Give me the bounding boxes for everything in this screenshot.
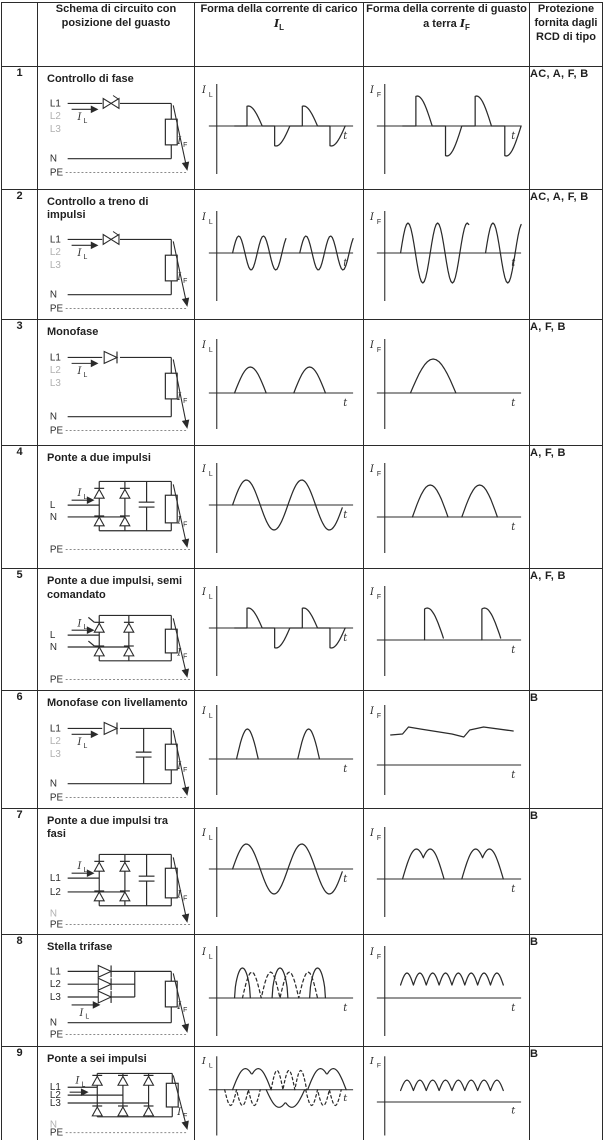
svg-text:F: F [183,520,188,528]
svg-text:L: L [208,1063,213,1071]
header-protection-label: Protezione fornita dagli RCD di tipo [534,3,598,43]
table-row [2,808,603,934]
svg-text:N: N [49,511,58,523]
circuit-title: Ponte a due impulsi [47,452,151,465]
svg-text:L: L [83,371,88,379]
circuit-title: Ponte a due impulsi, semi comandato [47,575,183,601]
svg-text:I: I [77,618,82,630]
svg-text:I: I [177,514,182,526]
svg-text:L3: L3 [49,748,61,760]
load-waveform-plot [197,580,361,680]
circuit-diagram [42,1067,192,1140]
svg-text:L: L [208,346,213,354]
protection-cell: B [530,1046,603,1140]
svg-text:F: F [183,142,188,150]
protection-cell: A, F, B [530,320,603,446]
protection-cell: AC, A, F, B [530,67,603,190]
fault-waveform-plot [365,699,529,799]
svg-text:L3: L3 [49,377,61,389]
svg-text:L: L [83,742,88,750]
protection-cell: B [530,808,603,934]
row-number-cell: 1 [2,67,38,190]
svg-text:I: I [77,112,82,124]
rcd-protection-table [1,2,603,1140]
table-row [2,67,603,190]
svg-text:PE: PE [49,1127,64,1139]
svg-text:L: L [49,499,56,511]
svg-text:t: t [343,397,348,409]
load-waveform-plot [197,940,361,1040]
svg-text:L2: L2 [49,364,61,376]
svg-text:N: N [49,290,58,302]
svg-text:L: L [49,629,56,641]
svg-text:I: I [177,760,182,772]
svg-text:F: F [376,954,381,962]
svg-text:F: F [376,91,381,100]
svg-text:t: t [510,1106,515,1117]
circuit-diagram [42,842,192,934]
table-row [2,691,603,808]
fault-waveform-plot [365,333,529,433]
svg-text:F: F [376,346,381,354]
svg-text:t: t [343,632,348,644]
circuit-diagram [42,603,192,689]
svg-text:L2: L2 [49,735,61,747]
header-row [2,3,603,67]
header-col-protection [530,3,603,67]
svg-text:F: F [376,713,381,721]
row-number-cell: 9 [2,1046,38,1140]
circuit-cell [38,808,195,934]
svg-text:F: F [183,766,188,774]
circuit-diagram [42,467,192,559]
svg-text:L1: L1 [49,966,61,978]
fault-waveform-plot [365,821,529,921]
svg-text:I: I [369,828,374,840]
load-wave-cell [195,320,364,446]
svg-text:t: t [510,397,515,409]
svg-text:L2: L2 [49,1090,61,1102]
svg-text:L1: L1 [49,722,61,734]
load-waveform-plot [197,457,361,557]
svg-text:t: t [343,764,348,776]
svg-text:I: I [79,1007,84,1019]
table-row [2,446,603,569]
table-row [2,934,603,1046]
svg-text:L: L [83,254,88,262]
svg-text:L: L [83,118,88,126]
svg-text:I: I [77,736,82,748]
svg-text:t: t [510,644,515,656]
header-col-schema [38,3,195,67]
svg-text:t: t [510,770,515,782]
svg-text:PE: PE [49,303,64,315]
svg-text:I: I [369,464,374,476]
svg-text:L2: L2 [49,111,61,123]
fault-wave-cell [364,67,530,190]
svg-text:F: F [183,653,188,661]
fault-current-symbol: I [459,16,465,30]
row-number-cell: 3 [2,320,38,446]
load-waveform-plot [197,78,361,178]
svg-text:I: I [201,84,206,97]
svg-text:L: L [208,713,213,721]
circuit-cell [38,934,195,1046]
load-wave-cell [195,569,364,691]
svg-text:L3: L3 [49,260,61,272]
svg-text:I: I [201,1057,206,1068]
svg-text:L: L [81,1081,86,1089]
svg-text:L: L [83,623,88,631]
fault-waveform-plot [365,205,529,305]
svg-text:L1: L1 [49,873,61,885]
svg-text:N: N [49,1119,58,1131]
svg-text:F: F [376,593,381,601]
svg-text:PE: PE [49,919,64,931]
svg-text:L: L [208,91,213,100]
fault-wave-cell [364,569,530,691]
circuit-title: Stella trifase [47,940,113,953]
svg-text:L2: L2 [49,247,61,259]
table-row [2,569,603,691]
circuit-cell [38,320,195,446]
fault-wave-cell [364,691,530,808]
svg-text:t: t [510,1003,515,1015]
svg-text:L3: L3 [49,992,61,1004]
svg-text:L: L [208,471,213,479]
svg-text:L: L [83,493,88,501]
fault-waveform-plot [365,457,529,557]
protection-cell: A, F, B [530,446,603,569]
header-col-index [2,3,38,67]
row-number-cell: 2 [2,190,38,320]
svg-text:F: F [183,278,188,286]
svg-text:PE: PE [49,167,64,179]
svg-text:t: t [343,510,348,522]
svg-text:F: F [183,1112,188,1120]
svg-text:L1: L1 [49,234,61,246]
svg-text:PE: PE [49,792,64,804]
load-waveform-plot [197,205,361,305]
circuit-title: Monofase con livellamento [47,697,188,710]
load-waveform-plot [197,1051,361,1139]
svg-text:I: I [77,487,82,499]
svg-text:L3: L3 [49,1098,61,1110]
fault-waveform-plot [365,1051,529,1139]
svg-text:t: t [510,257,515,269]
svg-text:I: I [201,339,206,351]
circuit-title: Monofase [47,326,99,339]
svg-text:N: N [49,1017,58,1029]
svg-text:t: t [510,522,515,534]
svg-text:PE: PE [49,544,64,556]
fault-waveform-plot [365,580,529,680]
svg-text:t: t [343,257,348,269]
fault-waveform-plot [365,940,529,1040]
svg-text:F: F [183,1006,188,1014]
svg-text:t: t [343,1094,348,1105]
header-schema-label: Schema di circuito con posizione del guasto [55,3,177,29]
svg-text:I: I [77,861,82,873]
load-waveform-plot [197,333,361,433]
svg-text:N: N [49,908,58,920]
row-number-cell: 8 [2,934,38,1046]
svg-text:F: F [376,471,381,479]
load-wave-cell [195,190,364,320]
svg-text:L: L [208,593,213,601]
svg-text:L1: L1 [49,1082,61,1094]
svg-text:L: L [208,835,213,843]
svg-text:L1: L1 [49,98,61,110]
svg-text:L: L [208,954,213,962]
load-wave-cell [195,808,364,934]
svg-text:PE: PE [49,424,64,436]
svg-text:I: I [177,1000,182,1012]
circuit-cell [38,691,195,808]
circuit-title: Ponte a due impulsi tra fasi [47,814,169,840]
svg-text:L2: L2 [49,979,61,991]
svg-text:F: F [376,1063,381,1071]
svg-text:L: L [208,218,213,226]
svg-text:I: I [177,391,182,403]
svg-text:I: I [201,706,206,718]
svg-text:I: I [369,84,374,97]
svg-text:L: L [83,867,88,875]
svg-text:t: t [343,874,348,886]
svg-text:I: I [369,586,374,598]
svg-text:I: I [201,211,206,223]
svg-text:I: I [75,1075,80,1087]
row-number-cell: 5 [2,569,38,691]
svg-text:I: I [201,464,206,476]
fault-wave-cell [364,1046,530,1140]
svg-text:I: I [201,586,206,598]
svg-text:F: F [376,218,381,226]
header-col-load-current: Forma della corrente di carico $I_L$ [195,3,364,67]
circuit-cell [38,1046,195,1140]
row-number-cell: 7 [2,808,38,934]
circuit-cell [38,446,195,569]
svg-text:L2: L2 [49,886,61,898]
svg-text:I: I [177,136,182,148]
svg-text:t: t [510,130,515,143]
svg-text:PE: PE [49,674,64,686]
load-wave-cell [195,446,364,569]
fault-wave-cell [364,446,530,569]
circuit-diagram [42,87,192,183]
fault-waveform-plot [365,78,529,178]
table-row [2,190,603,320]
svg-text:F: F [183,895,188,903]
svg-text:I: I [177,272,182,284]
svg-text:I: I [77,365,82,377]
load-current-symbol: I [273,16,280,30]
circuit-diagram [42,712,192,808]
load-waveform-plot [197,821,361,921]
svg-text:I: I [369,1057,374,1068]
svg-text:I: I [369,211,374,223]
svg-text:N: N [49,153,58,165]
svg-text:I: I [177,889,182,901]
table-row [2,320,603,446]
svg-text:L: L [85,1013,90,1021]
svg-text:t: t [510,884,515,896]
load-wave-cell [195,67,364,190]
svg-text:N: N [49,411,58,423]
svg-text:I: I [177,647,182,659]
svg-text:L3: L3 [49,124,61,136]
fault-wave-cell [364,808,530,934]
circuit-title: Ponte a sei impulsi [47,1052,147,1065]
svg-text:PE: PE [49,1029,64,1041]
header-fault-label: Forma della corrente di guasto a terra [366,3,527,30]
svg-text:N: N [49,778,58,790]
protection-cell: B [530,691,603,808]
svg-text:I: I [201,947,206,959]
protection-cell: A, F, B [530,569,603,691]
load-wave-cell [195,691,364,808]
header-load-label: Forma della corrente di carico [200,3,358,15]
circuit-diagram [42,223,192,319]
svg-text:N: N [49,641,58,653]
circuit-diagram [42,955,192,1043]
svg-text:I: I [177,1106,182,1118]
svg-text:I: I [369,706,374,718]
row-number-cell: 6 [2,691,38,808]
row-number-cell: 4 [2,446,38,569]
protection-cell: B [530,934,603,1046]
svg-text:t: t [343,130,348,143]
svg-text:F: F [183,397,188,405]
svg-text:I: I [77,248,82,260]
circuit-cell [38,67,195,190]
svg-text:I: I [369,339,374,351]
svg-text:I: I [201,828,206,840]
header-col-fault-current: Forma della corrente di guasto a terra $I_F$ [364,3,530,67]
table-row [2,1046,603,1140]
svg-text:L1: L1 [49,351,61,363]
svg-text:t: t [343,1003,348,1015]
load-wave-cell [195,1046,364,1140]
circuit-cell [38,190,195,320]
fault-wave-cell [364,320,530,446]
load-waveform-plot [197,699,361,799]
fault-wave-cell [364,190,530,320]
svg-text:F: F [376,835,381,843]
svg-text:I: I [369,947,374,959]
circuit-title: Controllo a treno di impulsi [47,196,149,222]
circuit-title: Controllo di fase [47,73,134,85]
load-wave-cell [195,934,364,1046]
circuit-cell [38,569,195,691]
circuit-diagram [42,341,192,441]
protection-cell: AC, A, F, B [530,190,603,320]
fault-wave-cell [364,934,530,1046]
